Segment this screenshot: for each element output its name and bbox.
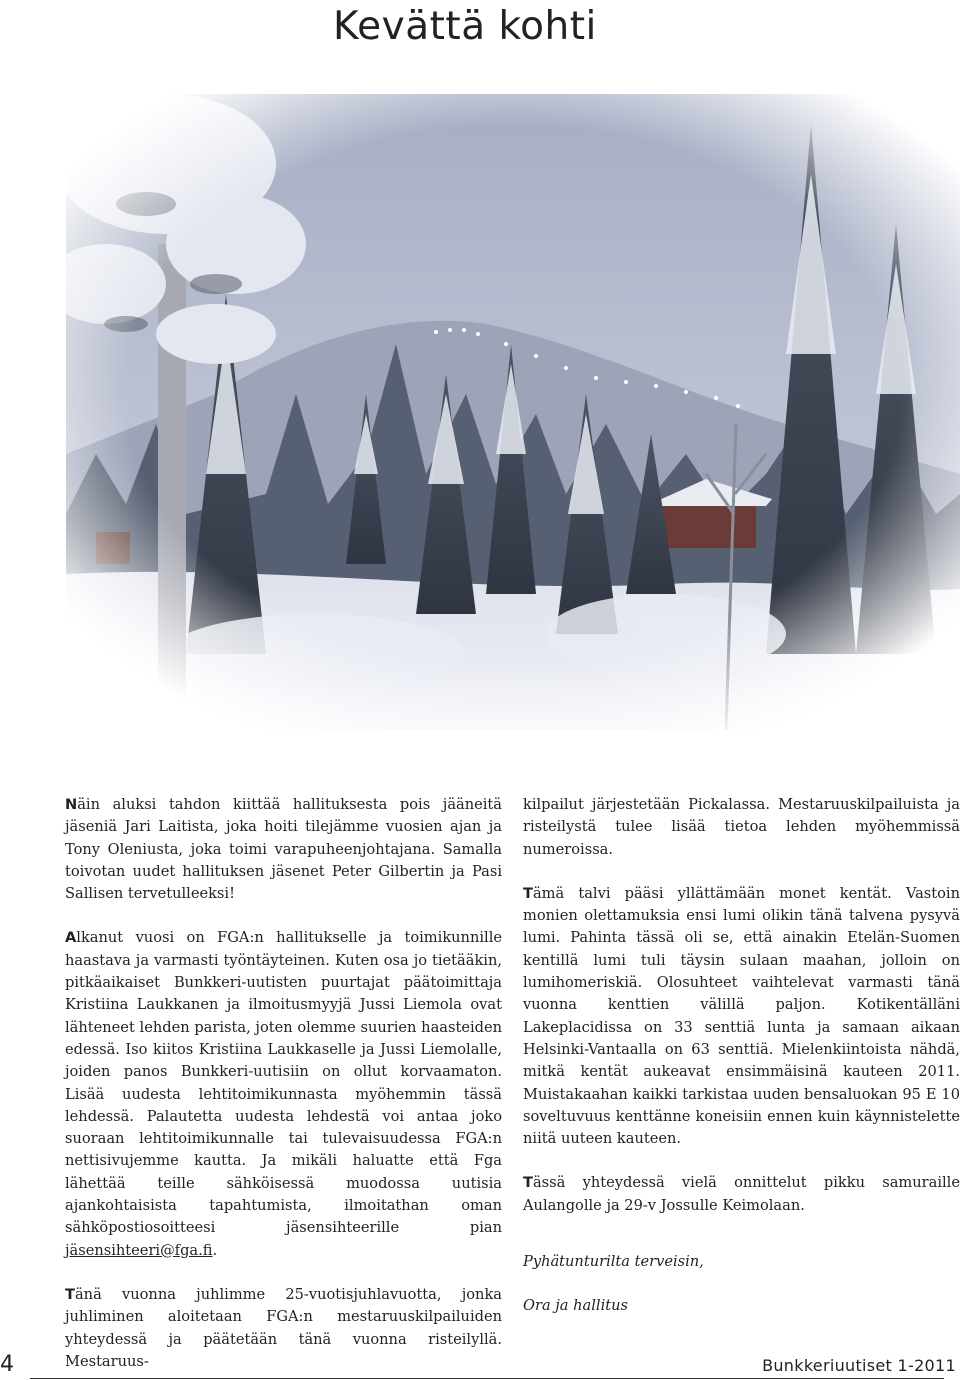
dropcap: A xyxy=(65,929,77,947)
paragraph-text: äin aluksi tahdon kiittää hallituksesta pois jääneitä jäseniä Jari Laitista, joka hoiti tilejämme vuosien ajan ja Tony Oleniusta, joka toimi varapuheenjohtajana. Samalla toivotan uudet hallituksen jäsenet Peter Gilbertin ja Pasi Sallisen tervetulleeksi! xyxy=(65,796,502,903)
paragraph-text: kilpailut järjestetään Pickalassa. Mestaruuskilpailuista ja risteilystä tulee lisää tietoa lehden myöhemmissä numeroissa. xyxy=(523,796,960,858)
paragraph-championships xyxy=(523,794,960,861)
page-number: 4 xyxy=(0,1352,14,1377)
paragraph-text: ässä yhteydessä vielä onnittelut pikku samuraille Aulangolle ja 29-v Jossulle Keimolaan. xyxy=(523,1174,960,1214)
dropcap: T xyxy=(523,1174,533,1192)
paragraph-anniversary xyxy=(65,1284,502,1373)
paragraph-text: lkanut vuosi on FGA:n hallitukselle ja toimikunnille haastava ja varmasti työntäyteinen. Kuten osa jo tietääkin, pitkäaikaiset Bunkkeri-uutisten puurtajat päätoimittaja Kristiina Laukkanen ja ilmoitusmyyjä Jussi Liemola ovat lähteneet lehden parista, joten olemme suurien haasteiden edessä. Iso kiitos Kristiina Laukkaselle ja Jussi Liemolalle, joiden panos Bunkkeri-uutisiin on ollut korvaamaton. Lisää uudesta lehtitoimikunnasta myöhemmin tässä lehdessä. Palautetta uudesta lehdestä voi antaa joko suoraan lehtitoimikunnalle tai tulevaisuudessa FGA:n nettisivujemme kautta. Ja mikäli haluatte että Fga lähettää teille sähköisessä muodossa uutisia ajankohtaisista tapahtumista, ilmoitathan oman sähköpostiosoitteesi jäsensihteerille pian xyxy=(65,929,502,1237)
snowy-forest-photo xyxy=(66,94,960,730)
dropcap: T xyxy=(65,1285,75,1303)
article-right-column xyxy=(523,794,960,1340)
publication-name: Bunkkeriuutiset 1-2011 xyxy=(762,1356,956,1375)
email-link[interactable]: jäsensihteeri@fga.fi xyxy=(65,1241,213,1259)
footer-divider xyxy=(30,1378,944,1379)
dropcap: T xyxy=(523,884,533,902)
paragraph-tail: . xyxy=(212,1241,218,1259)
signature-greeting: Pyhätunturilta terveisin, xyxy=(523,1253,704,1271)
article-left-column xyxy=(65,794,502,1373)
signature-name: Ora ja hallitus xyxy=(523,1297,628,1315)
paragraph-thanks xyxy=(65,794,502,905)
paragraph-text: ämä talvi pääsi yllättämään monet kentät. Vastoin monien olettamuksia ensi lumi olikin tänä talvena pysyvä lumi. Pahinta tässä oli se, että ainakin Etelän-Suomen kentillä lumi tuli täysin sulaan maahan, jolloin on lumihomeriskiä. Olosuhteet vaihtelevat varmasti tänä vuonna kenttien välillä paljon. Kotikentälläni Lakeplacidissa on 33 senttiä lunta ja samaan aikaan Helsinki-Vantaalla on 63 senttiä. Mielenkiintoista nähdä, mitkä kentät aukeavat ensimmäisinä kauteen 2011. Muistakaahan kaikki tarkistaa uuden bensaluokan 95 E 10 soveltuvuus kenttänne koneisiin ennen kuin käynnistelette niitä uuteen kauteen. xyxy=(523,884,960,1148)
dropcap: N xyxy=(65,796,78,813)
paragraph-text: änä vuonna juhlimme 25-vuotisjuhlavuotta, jonka juhliminen aloitetaan FGA:n mestaruuskilpailuiden yhteydessä ja päätetään tänä vuonna risteilyllä. Mestaruus- xyxy=(65,1285,502,1370)
paragraph-new-year xyxy=(65,927,502,1261)
paragraph-congrats xyxy=(523,1172,960,1217)
paragraph-winter xyxy=(523,883,960,1151)
page-title: Kevättä kohti xyxy=(333,4,597,49)
